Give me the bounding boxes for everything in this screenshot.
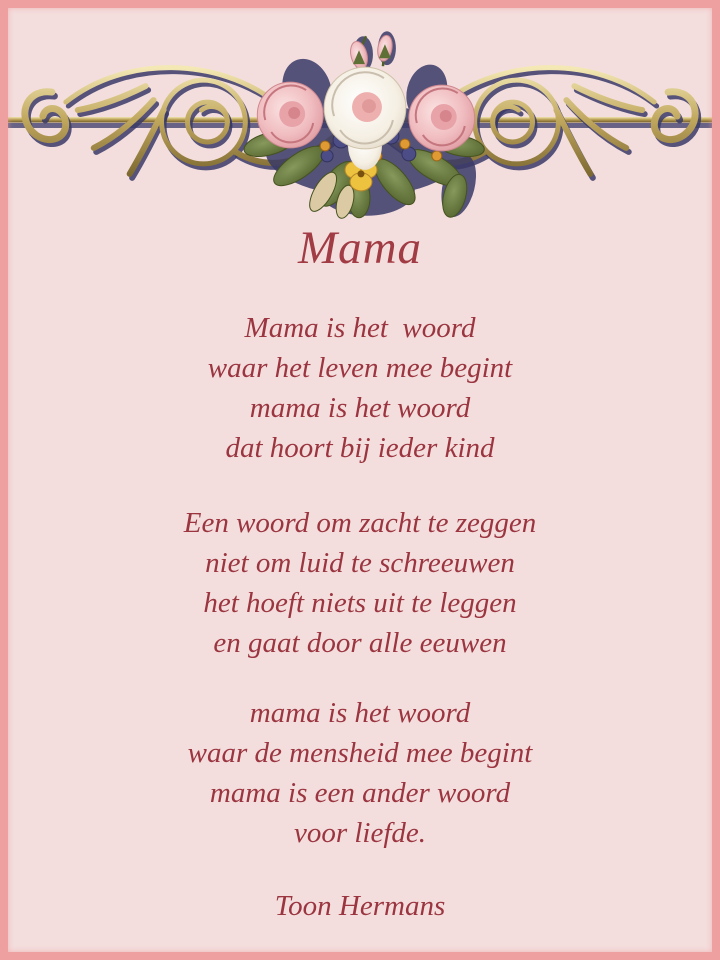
poem-line: mama is het woord <box>249 392 471 424</box>
rose-divider-ornament <box>8 28 712 223</box>
poem-line: Een woord om zacht te zeggen <box>183 507 537 539</box>
poem-stanza-2 <box>8 503 712 663</box>
poem-line: dat hoort bij ieder kind <box>225 432 495 464</box>
rose-divider-graphic <box>8 28 712 223</box>
poem-line: Mama is het woord <box>244 312 476 344</box>
poem-line: mama is het woord <box>249 697 471 729</box>
poem-title: Mama <box>297 222 423 274</box>
poem-attribution: Toon Hermans <box>274 890 446 922</box>
poem-line: niet om luid te schreeuwen <box>205 547 515 579</box>
poem-stanza-3 <box>8 693 712 853</box>
pink-rose-icon <box>257 82 323 148</box>
poem-line: het hoeft niets uit te leggen <box>203 587 517 619</box>
pink-rose-icon <box>409 85 475 151</box>
poem-line: voor liefde. <box>293 817 427 849</box>
rose-bouquet-icon <box>241 31 486 220</box>
poem-line: en gaat door alle eeuwen <box>213 627 507 659</box>
poem-line: waar het leven mee begint <box>207 352 513 384</box>
poem-stanza-1 <box>8 308 712 468</box>
poem-line: waar de mensheid mee begint <box>187 737 533 769</box>
poem-line: mama is een ander woord <box>209 777 511 809</box>
